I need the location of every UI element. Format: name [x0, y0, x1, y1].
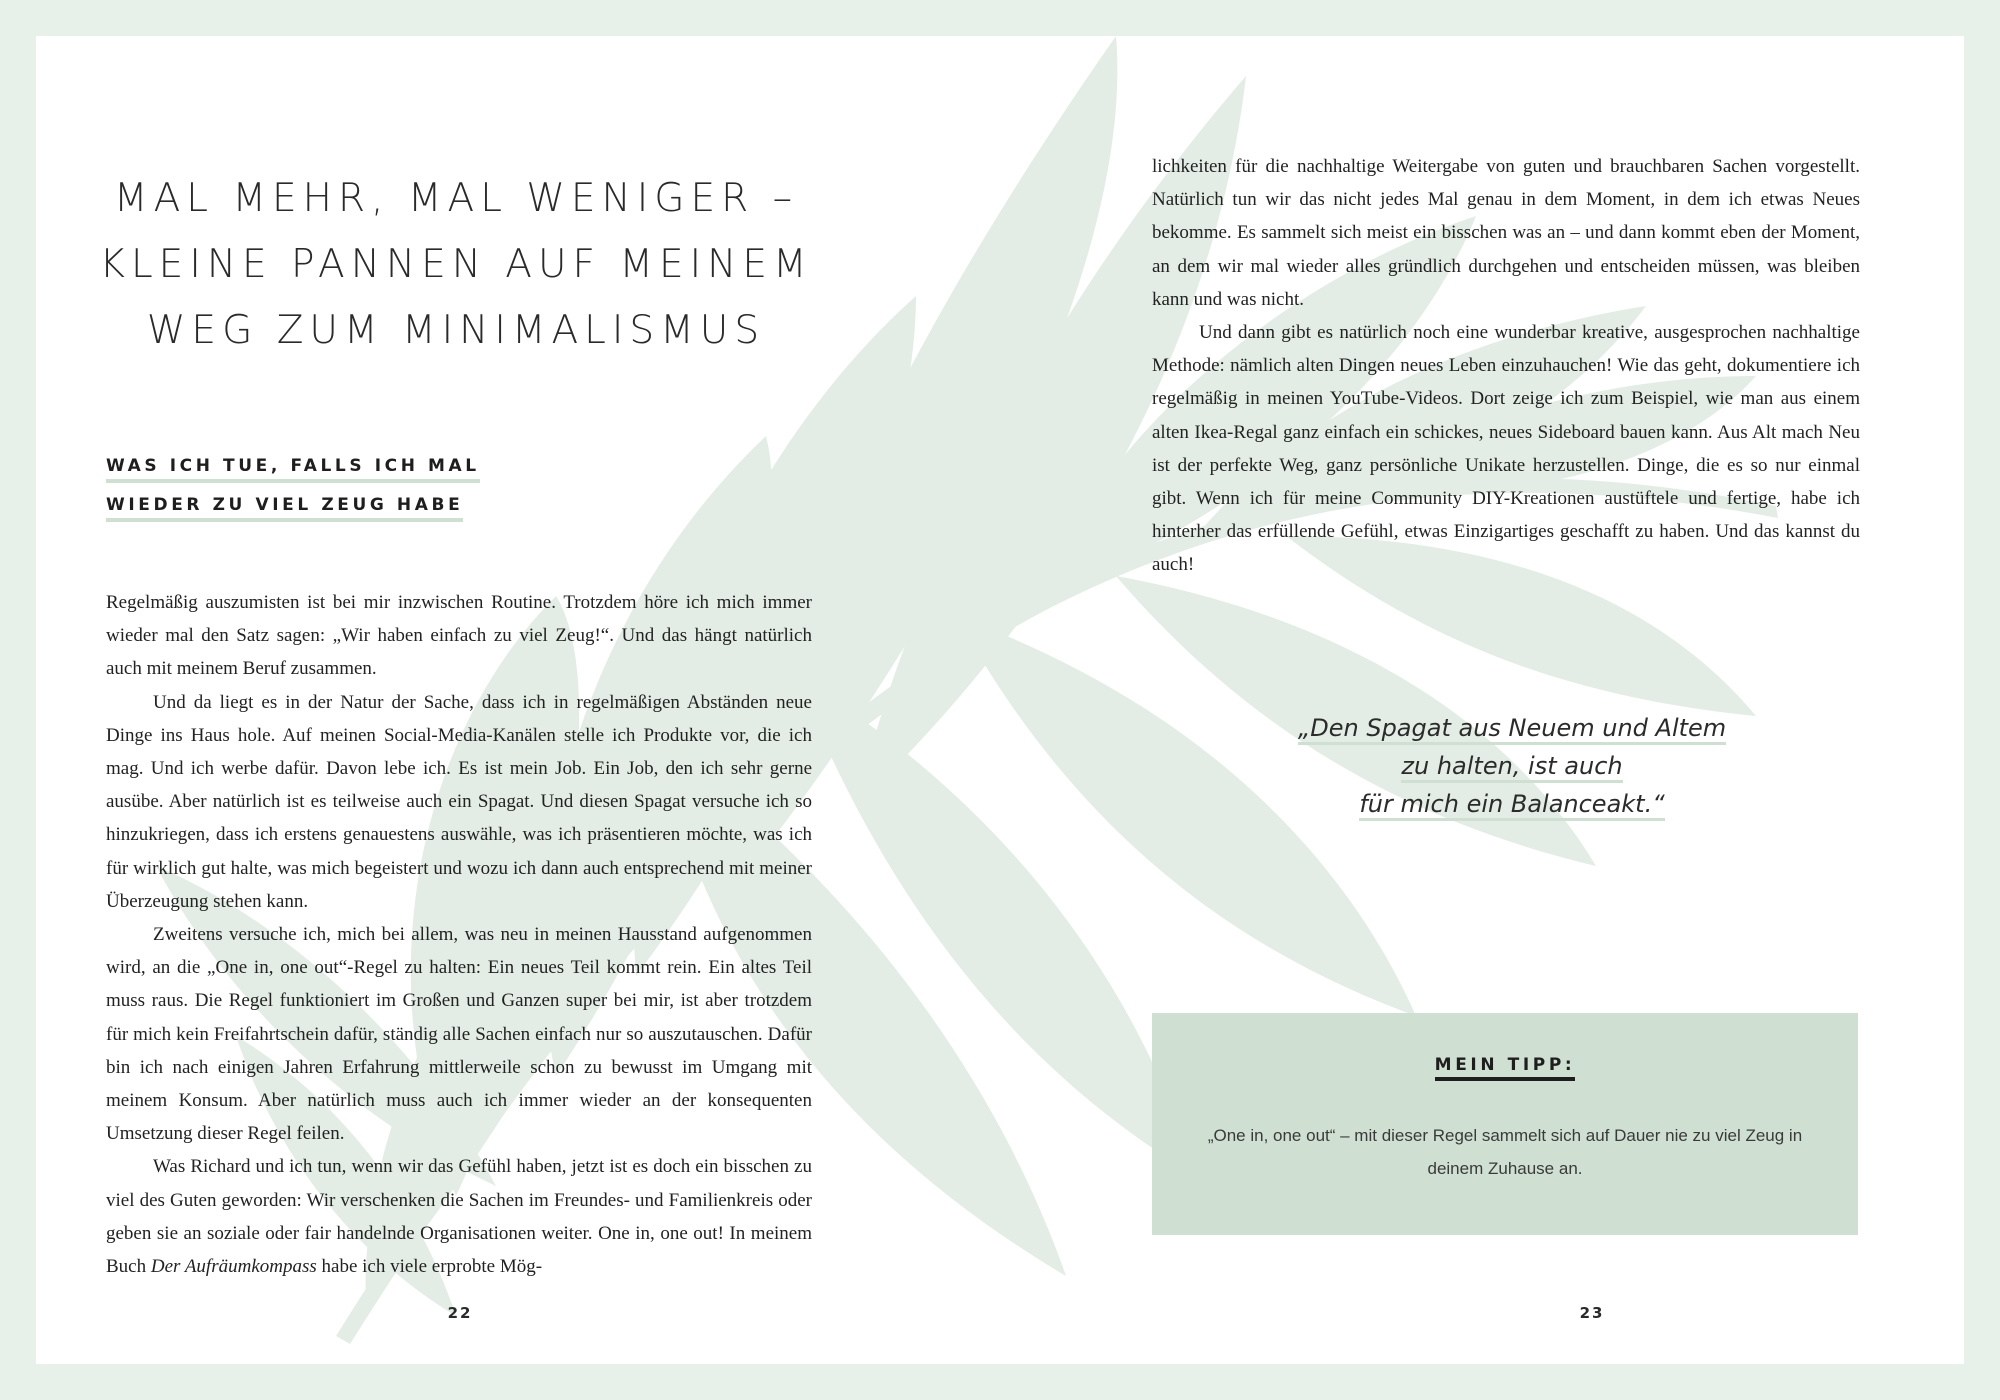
- body-text-right: [1152, 150, 1860, 582]
- page-number: 22: [447, 1304, 473, 1322]
- tip-box: [1152, 1013, 1858, 1235]
- subheading-line: WIEDER ZU VIEL ZEUG HABE: [106, 493, 463, 522]
- paragraph: Regelmäßig auszumisten ist bei mir inzwischen Routine. Trotzdem höre ich mich immer wieder mal den Satz sagen: „Wir haben einfach zu viel Zeug!“. Und das hängt natürlich auch mit meinem Beruf zusammen.: [106, 592, 812, 680]
- chapter-title-line: WEG ZUM MINIMALISMUS: [146, 308, 766, 353]
- paragraph: Und dann gibt es natürlich noch eine wunderbar kreative, ausgesprochen nachhaltige Methode: nämlich alten Dingen neues Leben einzuhauchen! Wie das geht, dokumentiere ich regelmäßig in meinen YouTube-Videos. Dort zeige ich zum Beispiel, wie man aus einem alten Ikea-Regal ganz einfach ein schickes, neues Sideboard bauen kann. Aus Alt mach Neu ist der perfekte Weg, ganz persönliche Unikate herzustellen. Dinge, die es so nur einmal gibt. Wenn ich für meine Community DIY-Kreationen austüftele und fertige, habe ich hinterher das erfüllende Gefühl, etwas Einzigartiges geschafft zu haben. Und das kannst du auch!: [1152, 322, 1860, 576]
- book-spread: [36, 36, 1964, 1364]
- paragraph-text: habe ich viele erprobte Mög-: [316, 1256, 543, 1278]
- quote-line: zu halten, ist auch: [1401, 752, 1622, 783]
- paragraph: [106, 1150, 812, 1283]
- subheading-line: WAS ICH TUE, FALLS ICH MAL: [106, 454, 480, 483]
- paragraph: Und da liegt es in der Natur der Sache, dass ich in regelmäßigen Abständen neue Dinge ins Haus hole. Auf meinen Social-Media-Kanälen stelle ich Produkte vor, die ich mag. Und ich werbe dafür. Davon lebe ich. Es ist mein Job. Ein Job, den ich sehr gerne ausübe. Aber natürlich ist es teilweise auch ein Spagat. Und diesen Spagat versuche ich so hinzukriegen, dass ich erstens genauestens auswähle, was ich präsentieren möchte, was ich für wirklich gut halte, was mich begeistert und wozu ich dann auch entsprechend mit meiner Überzeugung stehen kann.: [106, 691, 812, 912]
- body-text-left: [106, 586, 812, 1283]
- chapter-title-line: KLEINE PANNEN AUF MEINEM: [99, 242, 813, 287]
- quote-line: für mich ein Balanceakt.“: [1359, 790, 1664, 821]
- book-title: Der Aufräumkompass: [150, 1256, 317, 1278]
- paragraph: Zweitens versuche ich, mich bei allem, was neu in meinen Hausstand aufgenommen wird, an die „One in, one out“-Regel zu halten: Ein neues Teil kommt rein. Ein altes Teil muss raus. Die Regel funktioniert im Großen und Ganzen super bei mir, ist aber trotzdem für mich kein Freifahrtschein dafür, ständig alle Sachen einfach nur so auszutauschen. Dafür bin ich nach einigen Jahren Erfahrung mittlerweile schon zu bewusst im Umgang mit meinem Konsum. Aber natürlich muss auch ich immer wieder an der konsequenten Umsetzung dieser Regel feilen.: [106, 924, 812, 1145]
- left-page: [36, 36, 1000, 1364]
- right-page: [1000, 36, 1964, 1364]
- quote-line: „Den Spagat aus Neuem und Altem: [1298, 714, 1726, 745]
- pull-quote: [1272, 712, 1752, 826]
- chapter-title-line: MAL MEHR, MAL WENIGER –: [113, 176, 799, 221]
- tip-title: [1152, 1055, 1858, 1081]
- section-subheading: [106, 454, 480, 532]
- page-number: 23: [1579, 1304, 1605, 1322]
- tip-text: „One in, one out“ – mit dieser Regel sammelt sich auf Dauer nie zu viel Zeug in deinem Zuhause an.: [1207, 1126, 1803, 1178]
- chapter-title: [96, 166, 816, 364]
- paragraph: lichkeiten für die nachhaltige Weitergabe von guten und brauchbaren Sachen vorgestellt. Natürlich tun wir das nicht jedes Mal genau in dem Moment, in dem ich etwas Neues bekomme. Es sammelt sich meist ein bisschen was an – und dann kommt eben der Moment, an dem wir mal wieder alles gründlich durchgehen und entscheiden müssen, was bleiben kann und was nicht.: [1152, 156, 1860, 310]
- tip-title-text: MEIN TIPP:: [1435, 1055, 1576, 1081]
- paragraph-text: Was Richard und ich tun, wenn wir das Gefühl haben, jetzt ist es doch ein bisschen zu viel des Guten geworden: Wir verschenken die Sachen im Freundes- und Familienkreis oder geben sie an soziale oder fair handelnde Organisationen weiter. One in, one out! In meinem Buch: [106, 1156, 812, 1278]
